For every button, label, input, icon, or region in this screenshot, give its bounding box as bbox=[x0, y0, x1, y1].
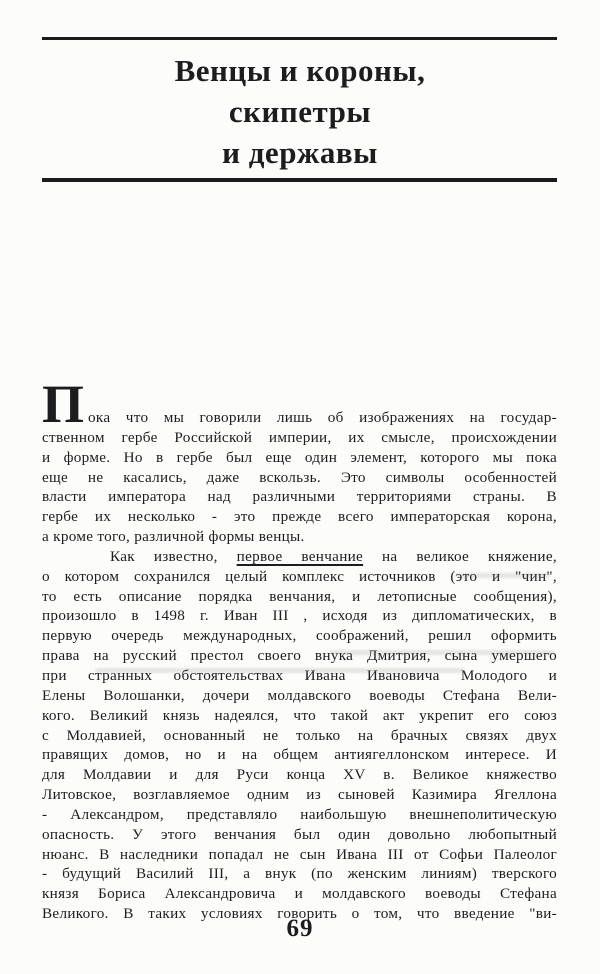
chapter-title-line: Венцы и короны, bbox=[174, 53, 426, 88]
text-line: Литовское, возглавляемое одним из сыновей Казимира Ягеллона bbox=[42, 786, 557, 804]
text-line: - будущий Василий III, а внук (по женским линиям) тверского bbox=[42, 865, 557, 883]
text-line: опасность. У этого венчания был один довольно любопытный bbox=[42, 825, 557, 843]
text-line: права на русский престол своего внука Дмитрия, сына умершего bbox=[42, 647, 557, 665]
text-line: для Молдавии и для Руси конца XV в. Великое княжество bbox=[42, 766, 557, 784]
scan-smudge bbox=[455, 573, 550, 578]
text-line: власти императора над различными территориями страны. В bbox=[42, 488, 557, 506]
scan-smudge bbox=[330, 650, 555, 655]
text-line bbox=[42, 547, 557, 567]
text-line: при странных обстоятельствах Ивана Ивановича Молодого и bbox=[42, 666, 557, 684]
text-line: нюанс. В наследники попадал не сын Ивана III от Софьи Палеолог bbox=[42, 845, 557, 863]
text-line: ственном гербе Российской империи, их смысле, происхождении bbox=[42, 428, 557, 446]
text-line-content: на великое княжение, bbox=[363, 547, 557, 565]
text-line: еще не касались, даже вскользь. Это символы особенностей bbox=[42, 468, 557, 486]
text-line-content: ока что мы говорили лишь об изображениях на государ- bbox=[88, 409, 557, 426]
text-line: а кроме того, различной формы венцы. bbox=[42, 528, 305, 546]
text-line: произошло в 1498 г. Иван III , исходя из дипломатических, в bbox=[42, 607, 557, 625]
body-text bbox=[42, 374, 557, 924]
chapter-title-line: скипетры bbox=[228, 94, 372, 129]
text-line bbox=[42, 374, 557, 434]
text-line: гербе их несколько - это прежде всего императорская корона, bbox=[42, 508, 557, 526]
text-line: Великого. В таких условиях говорить о том, что введение "ви- bbox=[42, 905, 557, 923]
chapter-title-line: и державы bbox=[222, 135, 378, 170]
text-line: первую очередь международных, соображений, решил оформить bbox=[42, 627, 557, 645]
text-line: правящих домов, но и на общем антиягеллонском интересе. И bbox=[42, 746, 557, 764]
text-line: и форме. Но в гербе был еще один элемент, которого мы пока bbox=[42, 448, 557, 466]
text-line: то есть описание порядка венчания, и летописные сообщения), bbox=[42, 587, 557, 605]
page-number: 69 bbox=[286, 915, 314, 942]
dropcap-initial: П bbox=[42, 374, 85, 434]
text-line: кого. Великий князь надеялся, что такой акт укрепит его союз bbox=[42, 706, 557, 724]
text-line: о котором сохранился целый комплекс источников (это и "чин", bbox=[42, 567, 557, 585]
text-line: с Молдавией, основанный не только на брачных связях двух bbox=[42, 726, 557, 744]
paragraph-1 bbox=[42, 374, 557, 547]
scan-smudge bbox=[95, 668, 465, 673]
text-line: князя Бориса Александровича и молдавского воеводы Стефана bbox=[42, 885, 557, 903]
underlined-phrase: первое венчание bbox=[236, 547, 364, 565]
chapter-title bbox=[0, 50, 600, 173]
header-rule-bottom bbox=[42, 178, 557, 182]
paragraph-2 bbox=[42, 547, 557, 924]
text-line: Елены Волошанки, дочери молдавского воеводы Стефана Вели- bbox=[42, 686, 557, 704]
text-line-content: Как известно, bbox=[110, 547, 237, 565]
header-rule-top bbox=[42, 37, 557, 40]
text-line: - Александром, представляло наибольшую внешнеполитическую bbox=[42, 805, 557, 823]
